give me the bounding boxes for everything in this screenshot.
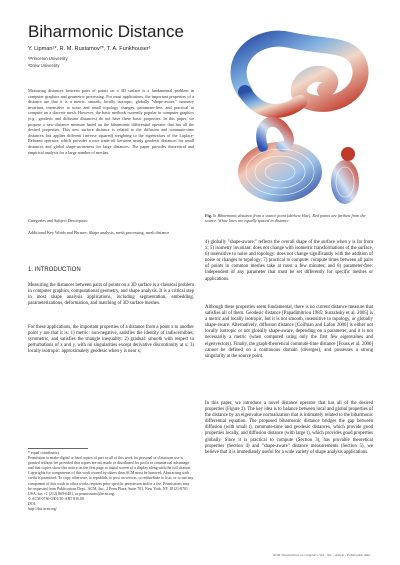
section-heading: 1. INTRODUCTION bbox=[28, 267, 81, 273]
keywords: Additional Key Words and Phrases: Shape analysis, mesh processing, mesh distance bbox=[28, 230, 170, 235]
right-paragraph-1: 4) globally "shape-aware:" reflects the overall shape of the surface when y is far from x; 5) isometry invariant: does not change with isometric transformations of the surface, 6) insensitive to noise and topology: does not change significantly with the addition of noise or changes to topology; 7) practical to compute: compute times between all pairs of points in common meshes take at most a few minutes; and 8) parameter-free: independent of any parameter that must be set differently for specific meshes or applications. bbox=[205, 240, 373, 282]
paper-title: Biharmonic Distance bbox=[28, 22, 184, 41]
footnote bbox=[28, 451, 194, 512]
figure-1 bbox=[205, 22, 373, 212]
categories: Categories and Subject Descriptors: bbox=[28, 218, 89, 223]
permission-notice: Permission to make digital or hard copies of part or all of this work for personal or classroom use is granted without fee provided that copies are not made or distributed for profit or commercial advantage and that copies show this notice on the first page or initial screen of a display along with the full citation. Copyrights for components of this work owned by others than ACM must be honored. Abstracting with credit is permitted. To copy otherwise, to republish, to post on servers, to redistribute to lists, or to use any component of this work in other works requires prior specific permission and/or a fee. Permissions may be requested from Publications Dept., ACM, Inc., 2 Penn Plaza, Suite 701, New York, NY 10121-0701 USA, fax +1 (212) 869-0481, or permissions@acm.org. bbox=[28, 456, 194, 496]
author-list: Y. Lipman¹*, R. M. Rustamov²*, T. A. Funkhouser¹ bbox=[28, 46, 151, 52]
intro-paragraph-2: For these applications, the important properties of a distance from a point x to another point y are that it is: 1) metric: non-negative, satisfies the identity of indiscernibles, symmetric, and satisfies the triangle inequality; 2) gradual: smooth with respect to perturbations of x and y, with no singularities except derivative discontinuity at x; 3) locally isotropic: approximately geodesic when y is near x; bbox=[28, 325, 194, 355]
affiliation-1: ¹Princeton University bbox=[28, 56, 68, 61]
abstract: Measuring distances between pairs of points on a 3D surface is a fundamental problem in computer graphics and geometric processing. For most applications, the important properties of a distance are that it is a metric, smooth, locally isotropic, globally "shape-aware," isometry invariant, insensitive to noise and small topology changes, parameter-free, and practical to compute on a discrete mesh. However, the basic methods currently popular in computer graphics (e.g., geodesic and diffusion distances) do not have these basic properties. In this paper, we propose a new distance measure based on the biharmonic differential operator that has all the desired properties. This new surface distance is related to the diffusion and commute-time distances, but applies different (inverse squared) weighting to the eigenvalues of the Laplace-Beltrami operator, which provides a nice trade-off between nearly geodesic distances for small distances and global shape-awareness for large distances. The paper provides theoretical and empirical analysis for a large number of meshes. bbox=[28, 88, 194, 155]
affiliation-2: ²Drew University bbox=[28, 63, 60, 68]
vase-mesh bbox=[238, 122, 359, 204]
knot-mesh bbox=[239, 39, 361, 111]
footnote-mark: * equal contributors. bbox=[28, 451, 61, 455]
intro-paragraph: Measuring the distances between pairs of points on a 3D surface is a classical problem in computer graphics, computational geometry, and shape analysis. It is a critical step in most shape analysis applications, including segmentation, embedding, parameterizations, deformation, and matching of 3D surface meshes. bbox=[28, 283, 194, 307]
copyright-line: © ACM 0730-0301/10-ART $10.00 bbox=[28, 496, 84, 501]
footnote-rule bbox=[28, 448, 88, 449]
caption-text: Biharmonic distance from a source point (darkest blue). Red points are farthest from the source. White lines are equally spaced in distance. bbox=[205, 213, 366, 224]
doi-label: DOI: bbox=[28, 501, 36, 506]
right-paragraph-2: Although these properties seem fundamental, there is no current distance measure that satisfies all of them. Geodesic distance [Papadimitriou 1985; Surazhsky et al. 2005] is a metric and locally isotropic, but it is not smooth, insensitive to topology, or globally shape-aware. Alternatively, diffusion distance [Coifman and Lafon 2006] is either not locally isotropic or not globally shape-aware, depending on a parameter, and it is not necessarily a metric (when computed using only the first few eigenvalues and eigenvectors). Finally, the graph-theoretical commute-time distance [Fouss et al. 2006] cannot be defined on a continuous domain (diverges), and possesses a strong singularity at the source point. bbox=[205, 305, 373, 359]
running-footer: ACM Transactions on Graphics, Vol. , No. , Article , Publication date: . bbox=[272, 553, 373, 557]
right-paragraph-3: In this paper, we introduce a novel distance operator that has all of the desired properties (Figure 1). The key idea is to balance between local and global properties of the distance by an eigenvalue normalization that is intimately related to the biharmonic differential equation. The proposed biharmonic distance bridges the gap between diffusion (with small t), commute-time and geodesic distances, which provide good properties locally, and diffusion distance (with large t), which provides good properties globally. Since it is practical to compute (Section 3), has provable theoretical properties (Section 4) and "shape-aware" distance measurements (Section 5), we believe that it is immediately useful for a wide variety of shape analysis applications. bbox=[205, 401, 373, 455]
caption-label: Fig. 1: bbox=[205, 213, 217, 218]
figure-caption bbox=[205, 213, 373, 224]
doi-link[interactable]: http://doi.acm.org/ bbox=[28, 507, 57, 512]
